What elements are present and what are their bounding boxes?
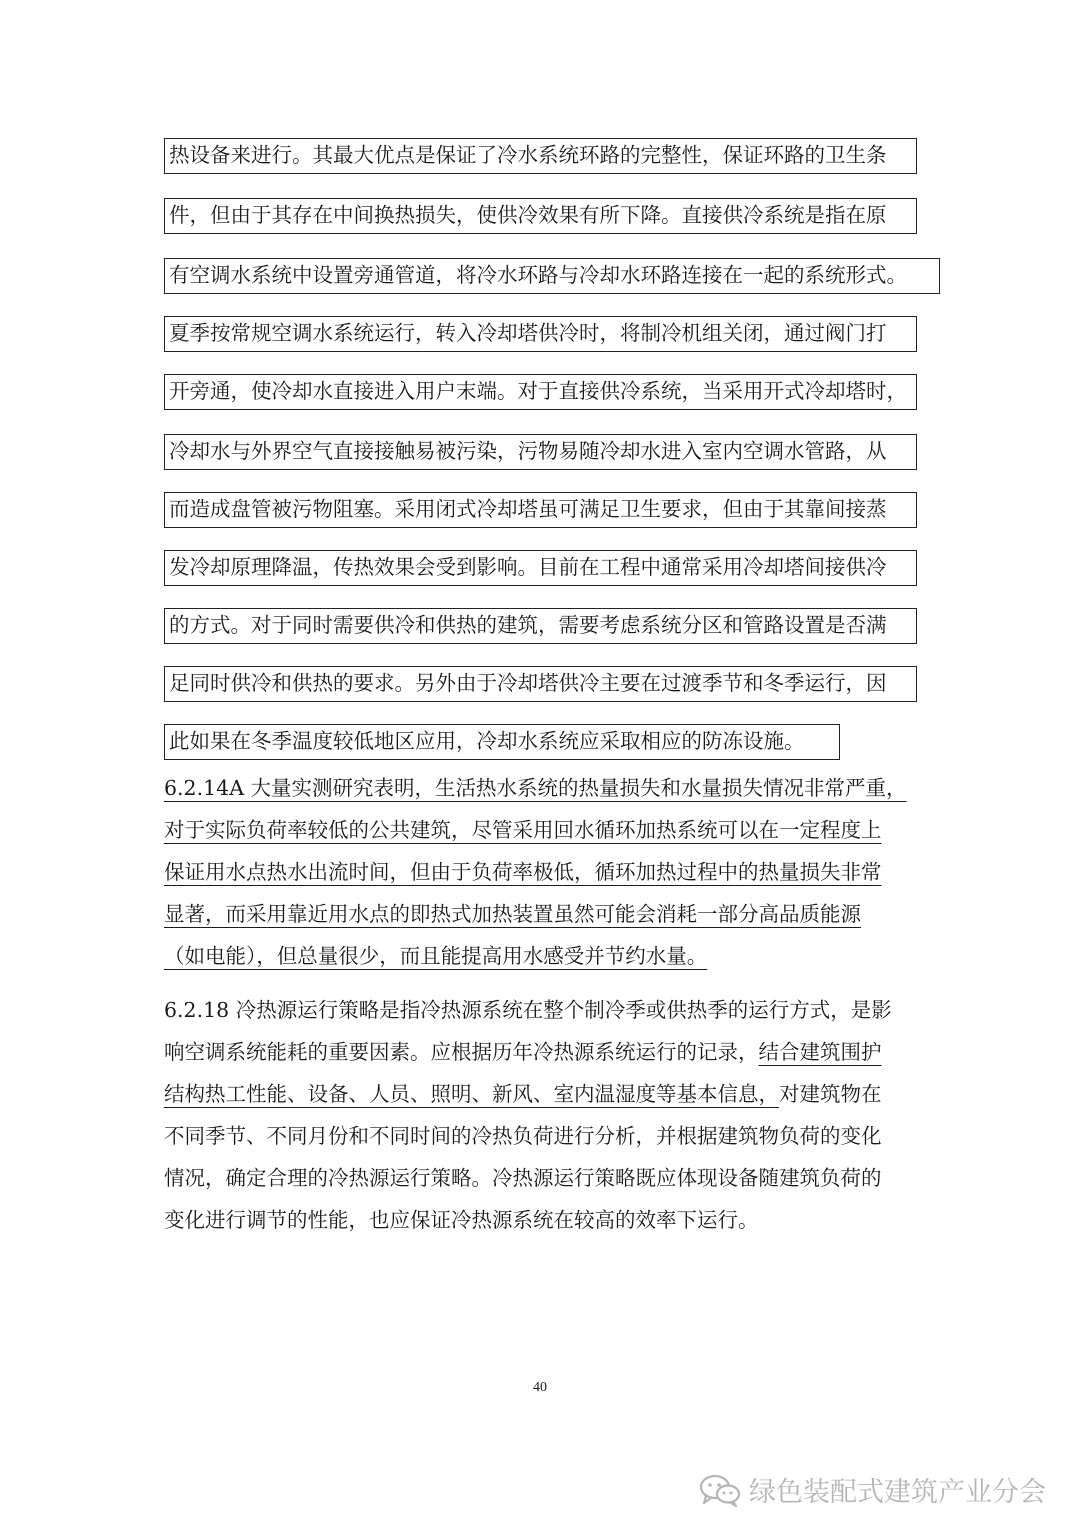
boxed-line: 夏季按常规空调水系统运行，转入冷却塔供冷时，将制冷机组关闭，通过阀门打 bbox=[164, 316, 917, 352]
boxed-line: 而造成盘管被污物阻塞。采用闭式冷却塔虽可满足卫生要求，但由于其靠间接蒸 bbox=[164, 492, 917, 528]
section-line: 显著，而采用靠近用水点的即热式加热装置虽然可能会消耗一部分高品质能源 bbox=[164, 902, 861, 926]
boxed-line: 冷却水与外界空气直接接触易被污染，污物易随冷却水进入室内空调水管路，从 bbox=[164, 434, 917, 470]
section-line: 不同季节、不同月份和不同时间的冷热负荷进行分析，并根据建筑物负荷的变化 bbox=[164, 1124, 882, 1148]
underlined-text: 结构热工性能、设备、人员、照明、新风、室内温湿度等基本信息， bbox=[164, 1082, 779, 1106]
boxed-line: 有空调水系统中设置旁通管道，将冷水环路与冷却水环路连接在一起的系统形式。 bbox=[164, 258, 940, 294]
wechat-icon bbox=[699, 1473, 741, 1507]
boxed-line: 足同时供冷和供热的要求。另外由于冷却塔供冷主要在过渡季节和冬季运行，因 bbox=[164, 666, 917, 702]
boxed-line: 开旁通，使冷却水直接进入用户末端。对于直接供冷系统，当采用开式冷却塔时， bbox=[164, 374, 917, 410]
section-line bbox=[164, 1074, 954, 1114]
section-line: 对于实际负荷率较低的公共建筑，尽管采用回水循环加热系统可以在一定程度上 bbox=[164, 818, 882, 842]
watermark bbox=[699, 1470, 1046, 1509]
boxed-line: 的方式。对于同时需要供冷和供热的建筑，需要考虑系统分区和管路设置是否满 bbox=[164, 608, 917, 644]
boxed-line: 热设备来进行。其最大优点是保证了冷水系统环路的完整性，保证环路的卫生条 bbox=[164, 138, 917, 174]
section-line: 保证用水点热水出流时间，但由于负荷率极低，循环加热过程中的热量损失非常 bbox=[164, 860, 882, 884]
section-line: 情况，确定合理的冷热源运行策略。冷热源运行策略既应体现设备随建筑负荷的 bbox=[164, 1166, 882, 1190]
boxed-line: 此如果在冬季温度较低地区应用，冷却水系统应采取相应的防冻设施。 bbox=[164, 724, 840, 760]
watermark-text: 绿色装配式建筑产业分会 bbox=[749, 1477, 1046, 1508]
plain-text: 响空调系统能耗的重要因素。应根据历年冷热源系统运行的记录， bbox=[164, 1040, 759, 1064]
section-line: （如电能），但总量很少，而且能提高用水感受并节约水量。 bbox=[164, 944, 708, 968]
plain-text: 对建筑物在 bbox=[779, 1082, 882, 1106]
page-number: 40 bbox=[533, 1380, 547, 1395]
section-line bbox=[164, 1032, 954, 1072]
section-line: 6.2.18 冷热源运行策略是指冷热源系统在整个制冷季或供热季的运行方式，是影 bbox=[164, 998, 892, 1022]
boxed-line: 发冷却原理降温，传热效果会受到影响。目前在工程中通常采用冷却塔间接供冷 bbox=[164, 550, 917, 586]
section-line: 6.2.14A 大量实测研究表明，生活热水系统的热量损失和水量损失情况非常严重， bbox=[164, 776, 907, 800]
boxed-line: 件，但由于其存在中间换热损失，使供冷效果有所下降。直接供冷系统是指在原 bbox=[164, 198, 917, 234]
underlined-text: 结合建筑围护 bbox=[758, 1040, 882, 1064]
section-line: 变化进行调节的性能，也应保证冷热源系统在较高的效率下运行。 bbox=[164, 1208, 759, 1232]
